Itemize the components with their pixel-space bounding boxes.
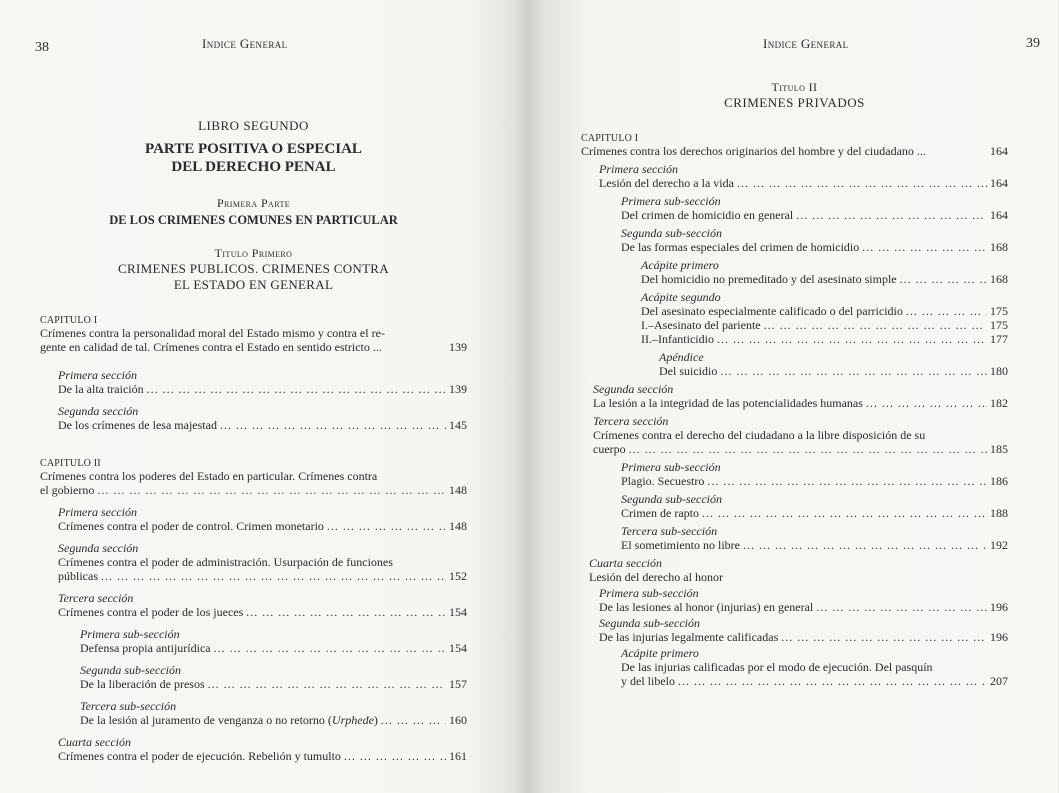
toc-subsection	[40, 699, 467, 727]
entry-text: De las lesiones al honor (injurias) en general	[599, 600, 814, 614]
page-ref: 145	[449, 418, 467, 432]
toc-section	[40, 368, 467, 396]
subsection-label: Tercera sub-sección	[621, 524, 718, 538]
page-ref: 152	[449, 569, 467, 583]
toc-subsection	[581, 616, 1008, 644]
section-label: Segunda sección	[593, 382, 674, 396]
entry-text: De las injurias calificadas por el modo de ejecución. Del pasquín	[621, 660, 933, 674]
entry-text: De las injurias legalmente calificadas	[599, 630, 779, 644]
toc-acapite	[581, 290, 1008, 346]
titulo-name: CRIMENES PRIVADOS	[724, 95, 865, 110]
titulo-heading: Titulo II	[771, 80, 818, 94]
toc-entry	[58, 519, 467, 533]
page-ref: 180	[990, 364, 1008, 378]
titulo-heading: Titulo Primero	[214, 246, 293, 260]
toc-entry	[58, 418, 467, 432]
toc-entry	[40, 340, 467, 354]
toc-entry	[641, 332, 1008, 346]
section-label: Primera sección	[58, 505, 137, 519]
toc-entry	[641, 364, 1008, 378]
toc-subsection	[581, 226, 1008, 254]
entry-text: La lesión a la integridad de las potencialidades humanas	[593, 396, 863, 410]
toc-right	[581, 133, 1008, 688]
right-page	[529, 0, 1058, 793]
toc-entry	[621, 506, 1008, 520]
page-ref: 196	[990, 630, 1008, 644]
entry-text: Lesión del derecho al honor	[589, 570, 723, 584]
subsection-label: Segunda sub-sección	[621, 226, 722, 240]
page-ref: 168	[990, 272, 1008, 286]
entry-text-italic: Urphede	[331, 713, 374, 727]
toc-section	[581, 556, 1008, 584]
page-ref: 164	[990, 208, 1008, 222]
acapite-label: Acápite primero	[641, 258, 719, 272]
entry-text: De la lesión al juramento de venganza o no retorno (Urphede)	[80, 713, 378, 727]
toc-section	[40, 735, 467, 763]
section-label: Primera sección	[58, 368, 137, 382]
toc-entry	[599, 600, 1008, 614]
toc-entry	[80, 713, 467, 727]
page-ref: 175	[990, 304, 1008, 318]
parte-title-line-2: DEL DERECHO PENAL	[171, 159, 336, 175]
entry-text: De los crímenes de lesa majestad	[58, 418, 217, 432]
page-ref: 161	[449, 749, 467, 763]
section-label: Tercera sección	[58, 591, 134, 605]
page-ref: 207	[990, 674, 1008, 688]
toc-section	[581, 382, 1008, 410]
left-page	[0, 0, 529, 793]
toc-subsection	[581, 586, 1008, 614]
toc-subsection	[40, 663, 467, 691]
page-ref: 154	[449, 605, 467, 619]
toc-entry	[581, 442, 1008, 456]
toc-entry	[621, 208, 1008, 222]
toc-entry	[581, 144, 1008, 158]
page-ref: 157	[449, 677, 467, 691]
section-label: Cuarta sección	[58, 735, 131, 749]
section-label: Segunda sección	[58, 404, 139, 418]
entry-text: II.–Infanticidio	[641, 332, 714, 346]
page-ref: 196	[990, 600, 1008, 614]
page-ref: 182	[990, 396, 1008, 410]
page-number: 38	[35, 40, 49, 55]
toc-acapite	[581, 258, 1008, 286]
parte-title-line-1: PARTE POSITIVA O ESPECIAL	[145, 141, 362, 157]
entry-text: Plagio. Secuestro	[621, 474, 705, 488]
toc-subsection	[581, 492, 1008, 520]
chapter-label: CAPITULO I	[581, 133, 639, 144]
section-label: Segunda sección	[58, 541, 139, 555]
titulo-subtitle	[40, 261, 467, 293]
entry-text: Del asesinato especialmente calificado o del parricidio	[641, 304, 903, 318]
page-ref: 192	[990, 538, 1008, 552]
entry-text: Crímenes contra el poder de administración. Usurpación de funciones	[58, 555, 393, 569]
entry-text: I.–Asesinato del pariente	[641, 318, 761, 332]
entry-text: Del homicidio no premeditado y del asesinato simple	[641, 272, 897, 286]
toc-entry	[621, 240, 1008, 254]
entry-text: Del suicidio	[659, 364, 718, 378]
chapter-label: CAPITULO II	[40, 458, 101, 469]
entry-text: y del libelo	[621, 674, 675, 688]
toc-entry	[641, 304, 1008, 318]
toc-left	[40, 315, 467, 763]
primera-parte-subtitle: DE LOS CRIMENES COMUNES EN PARTICULAR	[109, 213, 398, 227]
subsection-label: Primera sub-sección	[599, 586, 699, 600]
toc-entry	[621, 674, 1008, 688]
toc-entry	[581, 396, 1008, 410]
entry-text: De las formas especiales del crimen de homicidio	[621, 240, 860, 254]
page-ref: 139	[449, 340, 467, 354]
section-label: Cuarta sección	[589, 556, 662, 570]
subsection-label: Segunda sub-sección	[599, 616, 700, 630]
entry-text: Crímenes contra el poder de ejecución. Rebelión y tumulto	[58, 749, 341, 763]
toc-entry	[58, 569, 467, 583]
toc-entry	[641, 318, 1008, 332]
apendice-label: Apéndice	[659, 350, 704, 364]
page-ref: 186	[990, 474, 1008, 488]
titulo-subtitle-line-2: EL ESTADO EN GENERAL	[173, 277, 334, 292]
toc-entry	[58, 382, 467, 396]
section-label: Primera sección	[599, 162, 678, 176]
libro-heading: LIBRO SEGUNDO	[198, 118, 309, 133]
toc-section	[40, 404, 467, 432]
subsection-label: Segunda sub-sección	[80, 663, 181, 677]
subsection-label: Primera sub-sección	[621, 460, 721, 474]
toc-section	[40, 591, 467, 619]
page-ref: 160	[449, 713, 467, 727]
page-ref: 188	[990, 506, 1008, 520]
toc-entry	[58, 749, 467, 763]
entry-text: cuerpo	[593, 442, 626, 456]
toc-acapite	[581, 646, 1008, 688]
page-ref: 154	[449, 641, 467, 655]
page-ref: 148	[449, 483, 467, 497]
chapter-title-line: Crímenes contra la personalidad moral del Estado mismo y contra el re-	[40, 326, 385, 340]
toc-section	[40, 541, 467, 583]
chapter-title: Crímenes contra los derechos originarios del hombre y del ciudadano ...	[581, 144, 926, 158]
acapite-label: Acápite segundo	[641, 290, 721, 304]
chapter-title-line: el gobierno	[40, 483, 95, 497]
titulo-subtitle-line-1: CRIMENES PUBLICOS. CRIMENES CONTRA	[118, 261, 389, 276]
toc-apendice	[581, 350, 1008, 378]
page-ref: 175	[990, 318, 1008, 332]
chapter-title-line: gente en calidad de tal. Crímenes contra el Estado en sentido estricto ...	[40, 340, 382, 354]
toc-entry	[621, 474, 1008, 488]
page-ref: 185	[990, 442, 1008, 456]
primera-parte-heading: Primera Parte	[216, 196, 291, 210]
page-ref: 164	[990, 144, 1008, 158]
chapter-title-line: Crímenes contra los poderes del Estado en particular. Crímenes contra	[40, 469, 378, 483]
toc-entry	[58, 605, 467, 619]
page-number: 39	[1026, 36, 1040, 51]
section-label: Tercera sección	[593, 414, 669, 428]
toc-subsection	[581, 524, 1008, 552]
parte-title	[40, 140, 467, 176]
toc-section	[40, 505, 467, 533]
running-head: Indice General	[202, 36, 288, 51]
entry-text: El sometimiento no libre	[621, 538, 740, 552]
toc-subsection	[40, 627, 467, 655]
running-head: Indice General	[763, 36, 849, 51]
toc-entry	[40, 483, 467, 497]
toc-entry	[621, 538, 1008, 552]
page-ref: 148	[449, 519, 467, 533]
subsection-label: Tercera sub-sección	[80, 699, 177, 713]
toc-entry	[641, 272, 1008, 286]
page-ref: 164	[990, 176, 1008, 190]
entry-text: Lesión del derecho a la vida	[599, 176, 734, 190]
entry-text: Del crimen de homicidio en general	[621, 208, 794, 222]
toc-entry	[80, 677, 467, 691]
entry-text: públicas	[58, 569, 98, 583]
toc-entry	[80, 641, 467, 655]
entry-text: Defensa propia antijurídica	[80, 641, 211, 655]
page-ref: 168	[990, 240, 1008, 254]
page-ref: 139	[449, 382, 467, 396]
entry-text: De la alta traición	[58, 382, 144, 396]
entry-text: Crímenes contra el poder de control. Crimen monetario	[58, 519, 324, 533]
subsection-label: Segunda sub-sección	[621, 492, 722, 506]
subsection-label: Primera sub-sección	[621, 194, 721, 208]
acapite-label: Acápite primero	[621, 646, 699, 660]
page-ref: 177	[990, 332, 1008, 346]
toc-entry	[599, 176, 1008, 190]
toc-entry	[599, 630, 1008, 644]
toc-subsection	[581, 460, 1008, 488]
entry-text: De la liberación de presos	[80, 677, 205, 691]
toc-chapter	[40, 458, 467, 497]
entry-text: Crímenes contra el derecho del ciudadano a la libre disposición de su	[593, 428, 926, 442]
toc-section	[581, 414, 1008, 456]
toc-subsection	[581, 194, 1008, 222]
entry-text: Crimen de rapto	[621, 506, 699, 520]
subsection-label: Primera sub-sección	[80, 627, 180, 641]
entry-text: Crímenes contra el poder de los jueces	[58, 605, 244, 619]
toc-section	[581, 162, 1008, 190]
chapter-label: CAPITULO I	[40, 315, 98, 326]
